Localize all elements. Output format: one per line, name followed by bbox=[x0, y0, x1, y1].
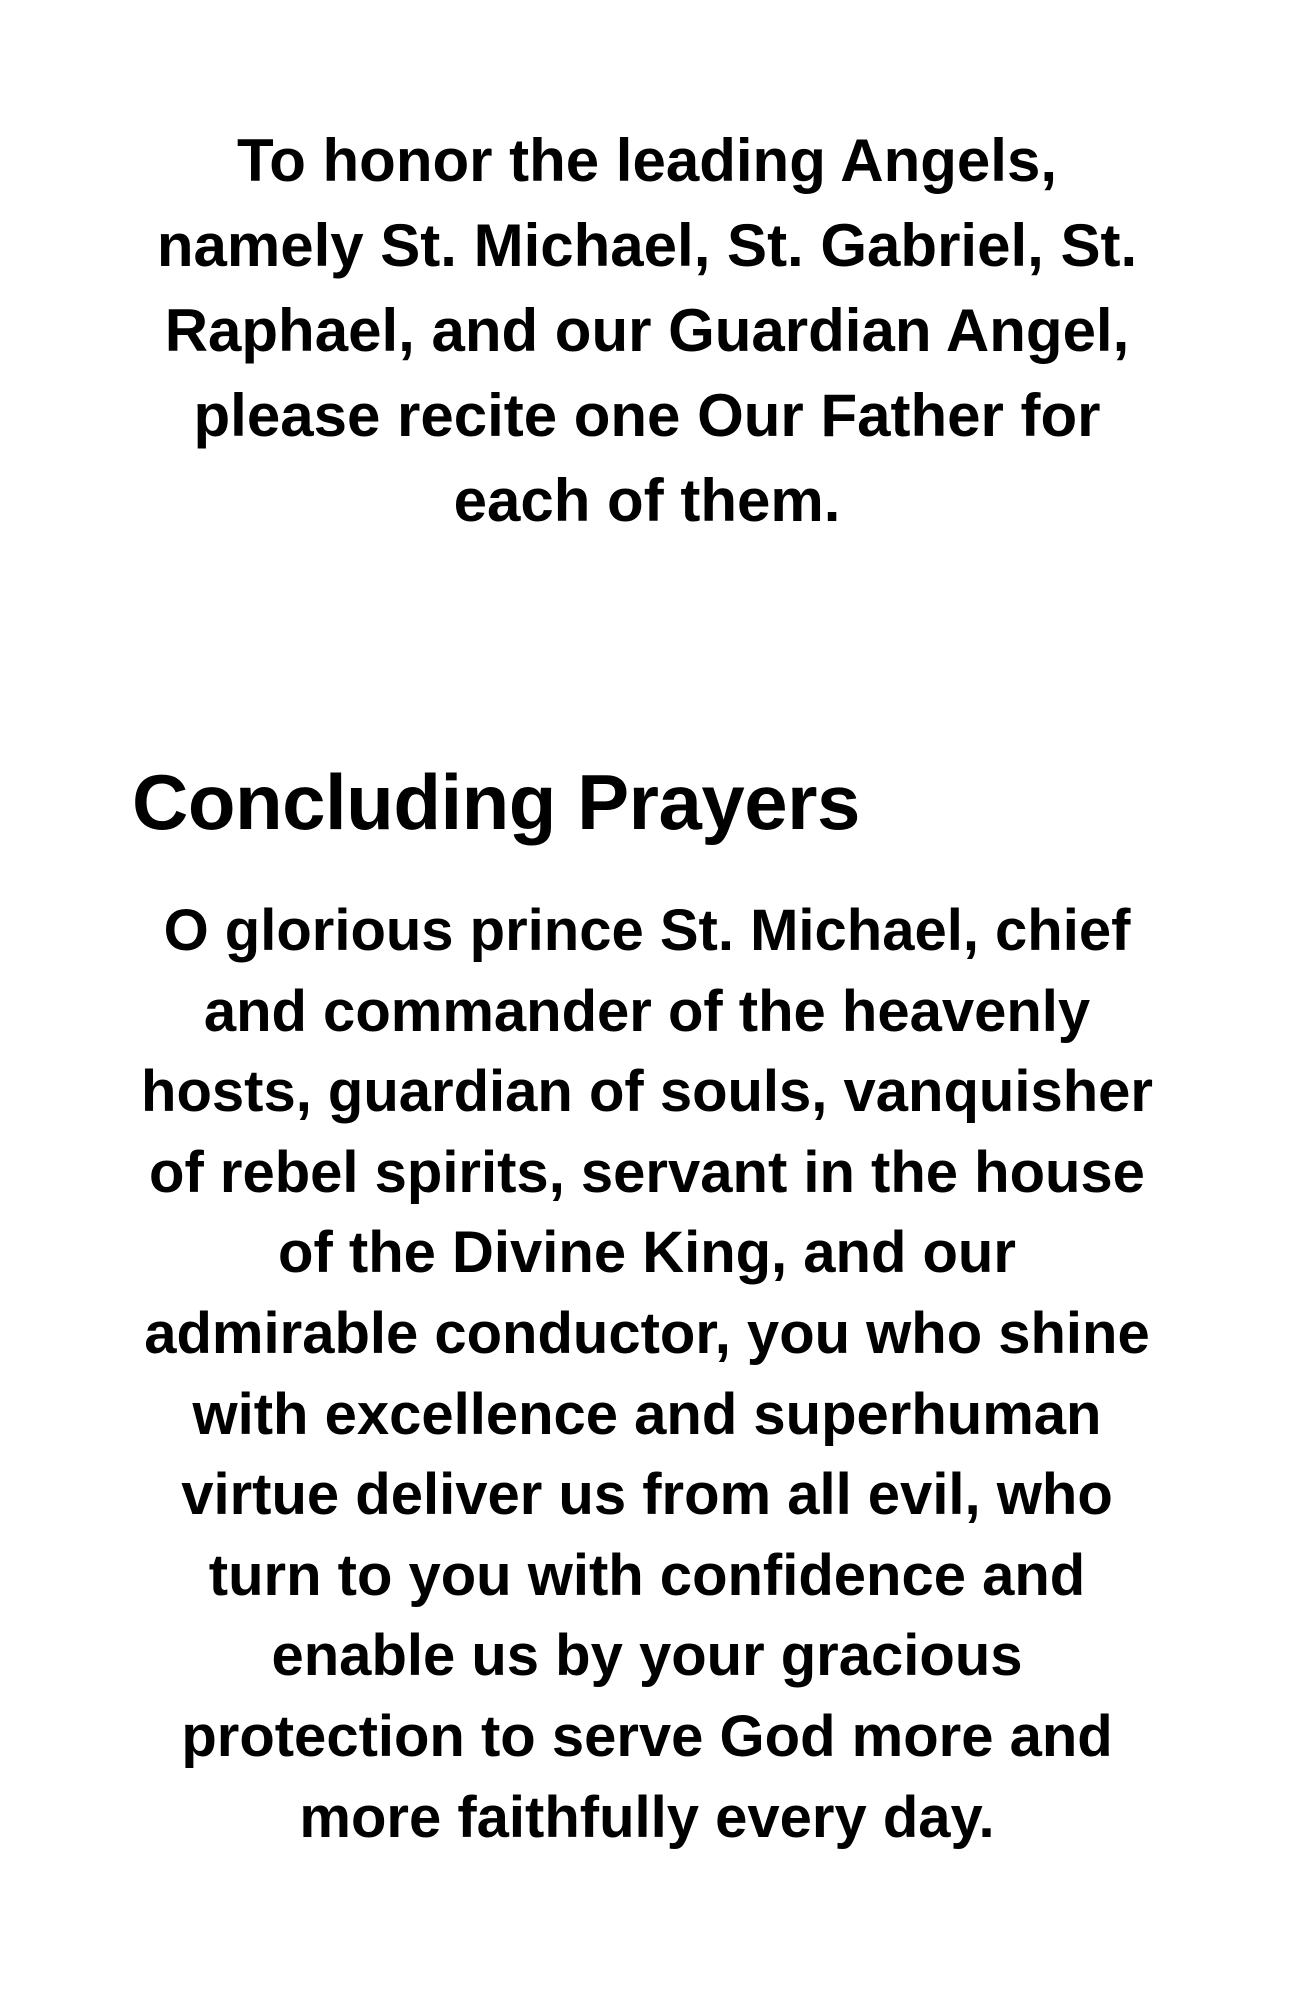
intro-line: namely St. Michael, St. Gabriel, St. bbox=[156, 212, 1138, 279]
prayer-line: and commander of the heavenly bbox=[203, 978, 1091, 1044]
prayer-line: more faithfully every day. bbox=[299, 1784, 995, 1850]
prayer-line: O glorious prince St. Michael, chief bbox=[163, 898, 1131, 963]
intro-line: Raphael, and our Guardian Angel, bbox=[164, 297, 1130, 364]
prayer-line: protection to serve God more and bbox=[181, 1703, 1113, 1769]
intro-line: please recite one Our Father for bbox=[193, 382, 1101, 449]
prayer-line: of rebel spirits, servant in the house bbox=[149, 1139, 1145, 1205]
prayer-line: enable us by your gracious bbox=[271, 1623, 1023, 1689]
intro-instruction bbox=[0, 118, 1294, 543]
prayer-line: hosts, guardian of souls, vanquisher bbox=[141, 1059, 1153, 1125]
prayer-line: turn to you with confidence and bbox=[208, 1542, 1086, 1608]
prayer-line: admirable conductor, you who shine bbox=[144, 1300, 1150, 1366]
prayer-line: with excellence and superhuman bbox=[192, 1381, 1102, 1447]
section-heading: Concluding Prayers bbox=[132, 758, 860, 846]
intro-line: To honor the leading Angels, bbox=[237, 127, 1057, 194]
concluding-prayer-text bbox=[0, 891, 1294, 1858]
intro-line: each of them. bbox=[453, 467, 841, 534]
prayer-line: of the Divine King, and our bbox=[278, 1220, 1016, 1286]
prayer-line: virtue deliver us from all evil, who bbox=[181, 1462, 1113, 1528]
